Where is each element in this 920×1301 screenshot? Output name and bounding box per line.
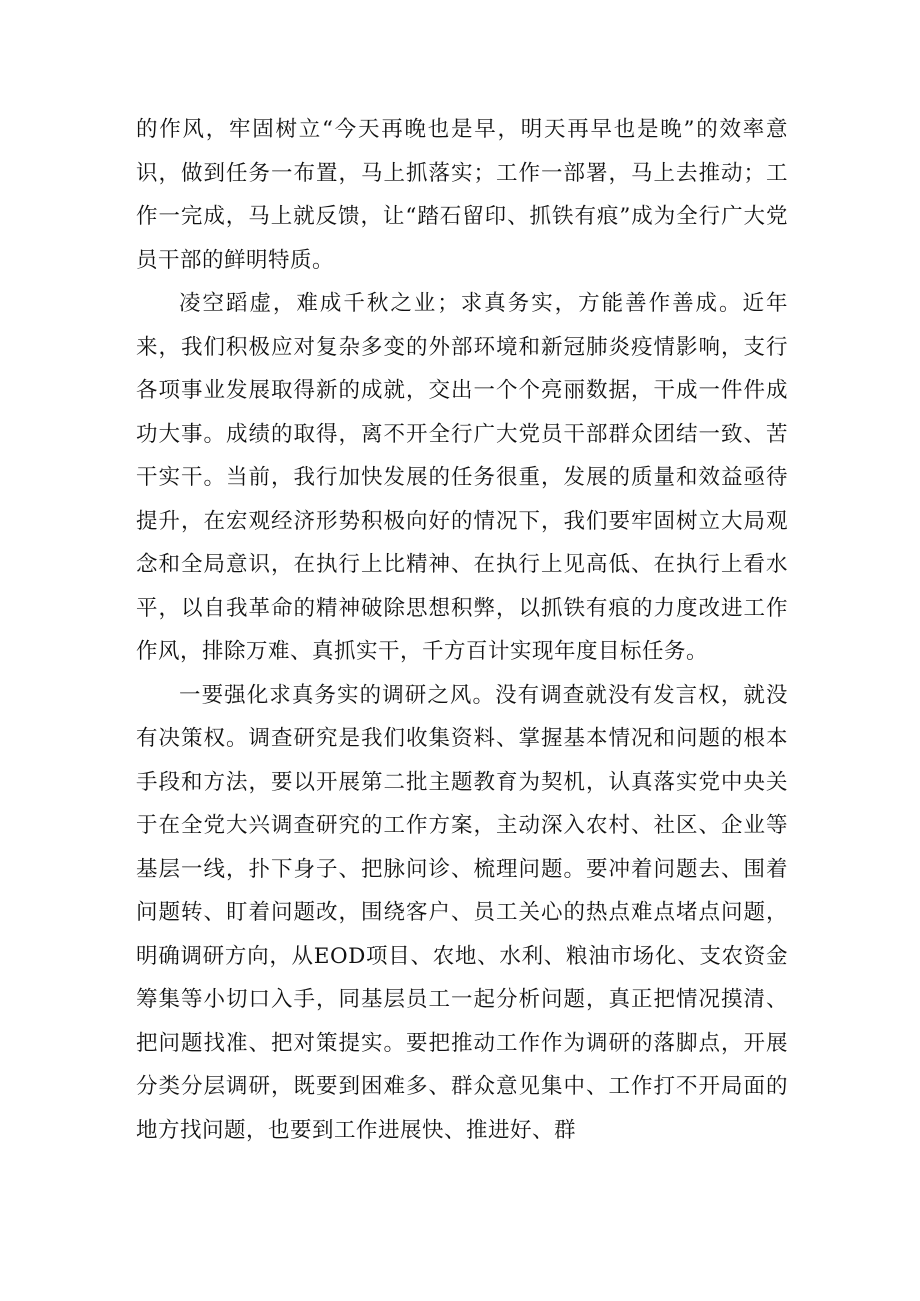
document-body xyxy=(136,108,788,1152)
paragraph-1: 的作风，牢固树立“今天再晚也是早，明天再早也是晚”的效率意识，做到任务一布置，马上抓落实；工作一部署，马上去推动；工作一完成，马上就反馈，让“踏石留印、抓铁有痕”成为全行广大党员干部的鲜明特质。 xyxy=(136,117,788,273)
paragraph-3: 一要强化求真务实的调研之风。没有调查就没有发言权，就没有决策权。调查研究是我们收集资料、掌握基本情况和问题的根本手段和方法，要以开展第二批主题教育为契机，认真落实党中央关于在全党大兴调查研究的工作方案，主动深入农村、社区、企业等基层一线，扑下身子、把脉问诊、梳理问题。要冲着问题去、围着问题转、盯着问题改，围绕客户、员工关心的热点难点堵点问题，明确调研方向，从EOD项目、农地、水利、粮油市场化、支农资金筹集等小切口入手，同基层员工一起分析问题，真正把情况摸清、把问题找准、把对策提实。要把推动工作作为调研的落脚点，开展分类分层调研，既要到困难多、群众意见集中、工作打不开局面的地方找问题，也要到工作进展快、推进好、群 xyxy=(136,682,788,1143)
paragraph-2: 凌空蹈虚，难成千秋之业；求真务实，方能善作善成。近年来，我们积极应对复杂多变的外部环境和新冠肺炎疫情影响，支行各项事业发展取得新的成就，交出一个个亮丽数据，干成一件件成功大事。成绩的取得，离不开全行广大党员干部群众团结一致、苦干实干。当前，我行加快发展的任务很重，发展的质量和效益亟待提升，在宏观经济形势积极向好的情况下，我们要牢固树立大局观念和全局意识，在执行上比精神、在执行上见高低、在执行上看水平，以自我革命的精神破除思想积弊，以抓铁有痕的力度改进工作作风，排除万难、真抓实干，千方百计实现年度目标任务。 xyxy=(136,291,788,664)
